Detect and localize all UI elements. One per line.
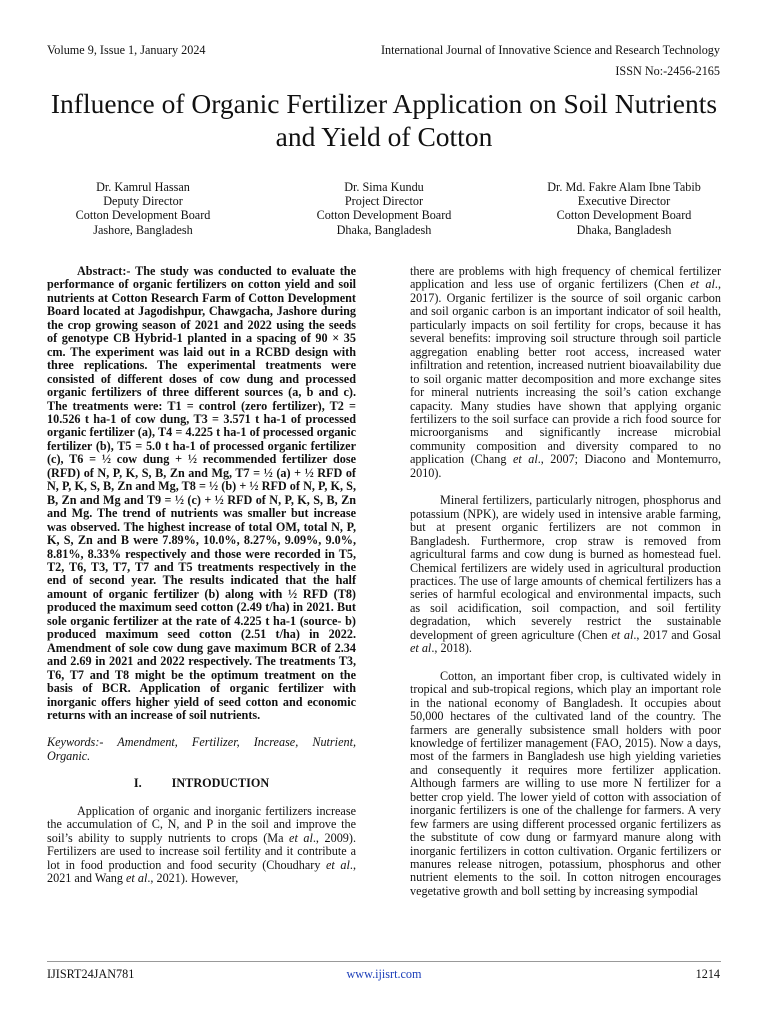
text-run: ., 2017). Organic fertilizer is the source of soil organic carbon and soil organic carbon is an important indicator of soil health, particularly impacts on soil fertility for crops, because it has several benefits: improving soil structure through soil particle aggregation enabling better root access, increased water infiltration and retention, increased nutrient bioavailability due to soil organic matter decomposition and more exchange sites for mineral nutrients increasing the soil’s cation exchange capacity. Many studies have shown that applying organic fertilizers to the soil surface can provide a rich food source for microorganisms and significantly increase microbial community composition and diversity compared to no application (Chang xyxy=(410,277,721,467)
text-run-italic: et al xyxy=(512,452,538,467)
author-role: Deputy Director xyxy=(103,194,183,209)
footer-rule xyxy=(47,961,721,962)
header-volume: Volume 9, Issue 1, January 2024 xyxy=(47,43,206,57)
footer-website-link[interactable]: www.ijisrt.com xyxy=(346,967,422,981)
text-run-italic: et al xyxy=(326,857,350,872)
footer-page-number: 1214 xyxy=(695,967,720,981)
author-org: Cotton Development Board xyxy=(556,208,692,223)
text-run-italic: et al xyxy=(289,830,313,845)
intro-paragraph-2 xyxy=(410,494,721,655)
keywords-label: Keywords xyxy=(47,735,96,750)
author-block-1 xyxy=(23,180,263,237)
section-heading xyxy=(47,777,356,790)
intro-paragraph-3: Cotton, an important fiber crop, is cultivated widely in tropical and sub-tropical regions, which play an important role in the national economy of Bangladesh. It occupies about 50,000 hectares of the cultivated land of the country. The farmers are generally subsistence small holders with poor knowledge of fertilizer management (FAO, 2015). Now a days, most of the farmers in Bangladesh use high yielding varieties and consequently it requires more fertilizer application. Although farmers are willing to use more N fertilizer for a better crop yield. The lower yield of cotton with association of inorganic fertilizers is one of the challenge for farmers. A very few farmers are using different processed organic fertilizers as the substitute of cow dung or farmyard manure along with inorganic fertilizers in cotton cultivation. Organic fertilizers or manures release nitrogen, potassium, phosphorus and other nutrient elements to the soil. In cotton nitrogen encourages vegetative growth and boll setting by increasing sympodial xyxy=(410,668,721,898)
abstract-text: The study was conducted to evaluate the performance of organic fertilizers on cotton yield and soil nutrients at Cotton Research Farm of Cotton Development Board located at Jagodishpur, Chawgacha, Jashore during the crop growing season of 2021 and 2022 using the seeds of genotype CB Hybrid-1 planted in a spacing of 90 × 35 cm. The experiment was laid out in a RCBD design with three replications. The experimental treatments were consisted of different doses of cow dung and processed organic fertilizers of three different sources (a, b and c). The treatments were: T1 = control (zero fertilizer), T2 = 10.526 t ha-1 of cow dung, T3 = 3.571 t ha-1 of processed organic fertilizer (a), T4 = 4.225 t ha-1 of processed organic fertilizer (b), T5 = 5.0 t ha-1 of processed organic fertilizer (c), T6 = ½ cow dung + ½ recommended fertilizer dose (RFD) of N, P, K, S, B, Zn and Mg, T7 = ½ (a) + ½ RFD of N, P, K, S, B, Zn and Mg, T8 = ½ (b) + ½ RFD of N, P, K, S, B, Zn and Mg and T9 = ½ (c) + ½ RFD of N, P, K, S, B, Zn and Mg. The trend of nutrients was smaller but increase was observed. The highest increase of total OM, total N, P, K, S, Zn and B were 7.89%, 10.0%, 8.27%, 9.09%, 9.0%, 8.81%, 8.33% respectively and those were recorded in T5, T2, T6, T3, T7, T7 and T5 treatments respectively in the end of second year. The results indicated that the half amount of organic fertilizer (b) along with ½ RFD (T8) produced the maximum seed cotton (2.49 t/ha) in 2021. But sole organic fertilizer at the rate of 4.225 t ha-1 (source- b) produced maximum seed cotton (2.51 t/ha) in 2022. Amendment of sole cow dung gave maximum BCR of 2.34 and 2.69 in 2021 and 2022 respectively. The treatments T3, T6, T7 and T8 might be the optimum treatment on the basis of BCR. Application of organic fertilizer with inorganic offers higher yield of seed cotton and economic returns with an increase of soil nutrients. xyxy=(47,264,356,722)
section-title: INTRODUCTION xyxy=(171,776,270,791)
intro-paragraph-1-cont xyxy=(410,265,721,480)
text-run: there are problems with high frequency of chemical fertilizer application and less use of organic fertilizers (Chen xyxy=(410,264,721,292)
text-run: Mineral fertilizers, particularly nitrogen, phosphorus and potassium (NPK), are widely used in intensive arable farming, but at present organic fertilizers are not common in Bangladesh. Furthermore, crop straw is removed from agricultural farms and cow dung is burned as homestead fuel. Chemical fertilizers are widely used in agricultural production practices. The use of large amounts of chemical fertilizers has a series of harmful ecological and environmental impacts, such as soil acidification, soil compaction, and soil fertility degradation, which severely restrict the sustainable development of green agriculture (Chen xyxy=(410,493,721,642)
author-place: Jashore, Bangladesh xyxy=(93,222,193,237)
keywords-text: :- Amendment, Fertilizer, Increase, Nutrient, Organic. xyxy=(47,735,356,763)
author-name: Dr. Sima Kundu xyxy=(344,180,424,194)
author-org: Cotton Development Board xyxy=(75,208,211,223)
author-name: Dr. Kamrul Hassan xyxy=(96,180,190,194)
section-number: I. xyxy=(133,776,142,791)
text-run-italic: et al xyxy=(410,641,432,656)
author-role: Project Director xyxy=(344,194,424,209)
text-run: ., 2017 and Gosal xyxy=(633,627,721,642)
intro-paragraph-1 xyxy=(47,805,356,886)
keywords xyxy=(47,736,356,763)
author-block-3 xyxy=(504,180,744,237)
header-journal: International Journal of Innovative Science and Research Technology xyxy=(380,43,720,57)
text-run: Application of organic and inorganic fertilizers increase the accumulation of C, N, and P in the soil and improve the soil’s ability to supply nutrients to crops (Ma xyxy=(47,803,356,845)
abstract-label: Abstract:- xyxy=(77,264,131,278)
header-issn: ISSN No:-2456-2165 xyxy=(615,64,720,78)
author-place: Dhaka, Bangladesh xyxy=(576,222,672,237)
author-block-2 xyxy=(264,180,504,237)
text-run: ., 2009). Fertilizers are used to increase soil fertility and it contribute a lot in food production and food security (Choudhary xyxy=(47,830,356,872)
text-run-italic: et al xyxy=(611,627,634,642)
author-name: Dr. Md. Fakre Alam Ibne Tabib xyxy=(547,180,701,194)
abstract xyxy=(47,265,356,722)
text-run: ., 2018). xyxy=(431,641,472,656)
footer-paper-id: IJISRT24JAN781 xyxy=(47,967,135,981)
author-org: Cotton Development Board xyxy=(316,208,452,223)
author-place: Dhaka, Bangladesh xyxy=(336,222,432,237)
right-column xyxy=(410,265,721,898)
text-run: ., 2021 and Wang xyxy=(47,857,356,886)
text-run: ., 2007; Diacono and Montemurro, 2010). xyxy=(410,452,721,480)
text-run-italic: et al xyxy=(126,871,148,886)
left-column xyxy=(47,265,356,885)
text-run: ., 2021). However, xyxy=(147,871,239,886)
author-role: Executive Director xyxy=(577,194,671,209)
text-run-italic: et al xyxy=(690,277,715,292)
paper-title: Influence of Organic Fertilizer Application on Soil Nutrients and Yield of Cotton xyxy=(50,88,718,152)
